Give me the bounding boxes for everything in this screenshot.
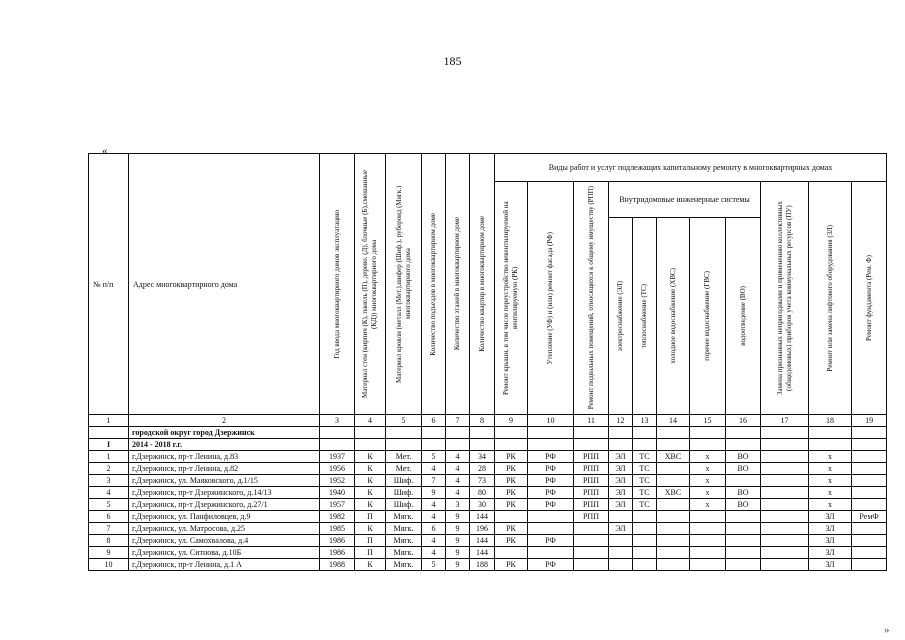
row-floors: 9 bbox=[446, 559, 470, 571]
row-year: 1952 bbox=[320, 475, 355, 487]
row-roof: Шиф. bbox=[386, 499, 422, 511]
row-entrances: 4 bbox=[422, 511, 446, 523]
row-electric: ЭЛ bbox=[609, 451, 633, 463]
row-number: 9 bbox=[89, 547, 129, 559]
row-meters bbox=[761, 475, 809, 487]
row-hot-water: х bbox=[690, 487, 726, 499]
column-number: 12 bbox=[609, 415, 633, 427]
column-number: 15 bbox=[690, 415, 726, 427]
row-floors: 4 bbox=[446, 487, 470, 499]
col-header-no: № п/п bbox=[89, 154, 129, 415]
row-address: г.Дзержинск, ул. Матросова, д.25 bbox=[129, 523, 320, 535]
row-entrances: 4 bbox=[422, 463, 446, 475]
table-row bbox=[89, 475, 887, 487]
row-heating bbox=[633, 547, 657, 559]
row-heating bbox=[633, 535, 657, 547]
period-number: I bbox=[89, 439, 129, 451]
row-cold-water bbox=[657, 535, 690, 547]
col-header-electric: электроснабжение (ЭЛ) bbox=[609, 218, 633, 415]
open-quote-mark: « bbox=[102, 145, 108, 157]
row-roof: Шиф. bbox=[386, 487, 422, 499]
row-foundation bbox=[852, 499, 887, 511]
row-foundation: РемФ bbox=[852, 511, 887, 523]
row-basement bbox=[574, 535, 609, 547]
row-foundation bbox=[852, 547, 887, 559]
row-hot-water: х bbox=[690, 475, 726, 487]
row-hot-water: х bbox=[690, 451, 726, 463]
col-header-roof-repair: Ремонт крыши, в том числе переустройство невентилируемой на вентилируемую (РК) bbox=[495, 182, 528, 415]
row-apartments: 188 bbox=[470, 559, 495, 571]
col-header-cold-water: холодное водоснабжение (ХВС) bbox=[657, 218, 690, 415]
column-number: 4 bbox=[355, 415, 386, 427]
col-header-heating: теплоснабжение (ТС) bbox=[633, 218, 657, 415]
row-drainage: ВО bbox=[726, 451, 761, 463]
row-roof-repair: РК bbox=[495, 559, 528, 571]
row-cold-water: ХВС bbox=[657, 451, 690, 463]
row-roof-repair bbox=[495, 547, 528, 559]
row-drainage: ВО bbox=[726, 499, 761, 511]
row-meters bbox=[761, 487, 809, 499]
row-roof: Мет. bbox=[386, 463, 422, 475]
row-hot-water bbox=[690, 523, 726, 535]
row-facade: РФ bbox=[528, 559, 574, 571]
col-header-walls: Материал стен (кирпич (К), панель (П), дерево. (Д), блочные (Б),смешанные (КД)) многоквартирного дома bbox=[355, 154, 386, 415]
row-facade bbox=[528, 547, 574, 559]
row-number: 10 bbox=[89, 559, 129, 571]
row-number: 5 bbox=[89, 499, 129, 511]
row-cold-water bbox=[657, 523, 690, 535]
row-year: 1940 bbox=[320, 487, 355, 499]
column-number: 9 bbox=[495, 415, 528, 427]
row-cold-water bbox=[657, 475, 690, 487]
row-lift: ЗЛ bbox=[809, 523, 852, 535]
col-header-drainage: водоотведение (ВО) bbox=[726, 218, 761, 415]
close-quote-mark: » bbox=[884, 624, 890, 636]
row-apartments: 196 bbox=[470, 523, 495, 535]
col-header-year: Год ввода многоквартирного домов эксплуатацию bbox=[320, 154, 355, 415]
row-basement bbox=[574, 523, 609, 535]
column-number: 13 bbox=[633, 415, 657, 427]
row-address: г.Дзержинск, пр-т Ленина, д.83 bbox=[129, 451, 320, 463]
row-facade: РФ bbox=[528, 499, 574, 511]
row-lift: х bbox=[809, 451, 852, 463]
row-apartments: 30 bbox=[470, 499, 495, 511]
row-walls: К bbox=[355, 499, 386, 511]
housing-repair-table bbox=[88, 153, 887, 571]
page-number: 185 bbox=[443, 54, 462, 68]
column-number: 19 bbox=[852, 415, 887, 427]
column-number: 2 bbox=[129, 415, 320, 427]
row-year: 1985 bbox=[320, 523, 355, 535]
row-drainage: ВО bbox=[726, 487, 761, 499]
row-drainage: ВО bbox=[726, 463, 761, 475]
row-walls: К bbox=[355, 559, 386, 571]
row-apartments: 144 bbox=[470, 535, 495, 547]
row-address: г.Дзержинск, ул. Панфиловцев, д.9 bbox=[129, 511, 320, 523]
row-lift: х bbox=[809, 487, 852, 499]
row-entrances: 6 bbox=[422, 523, 446, 535]
row-floors: 9 bbox=[446, 523, 470, 535]
row-walls: П bbox=[355, 535, 386, 547]
row-meters bbox=[761, 463, 809, 475]
row-facade bbox=[528, 511, 574, 523]
row-apartments: 144 bbox=[470, 547, 495, 559]
row-roof: Мягк. bbox=[386, 559, 422, 571]
section-title: городской округ город Дзержинск bbox=[129, 427, 320, 439]
row-apartments: 80 bbox=[470, 487, 495, 499]
row-facade: РФ bbox=[528, 487, 574, 499]
row-drainage bbox=[726, 559, 761, 571]
column-number: 5 bbox=[386, 415, 422, 427]
col-header-roof: Материал кровли (металл (Мет.),шифер (Шиф.), рубероид (Мягк.) многоквартирного дома bbox=[386, 154, 422, 415]
row-hot-water: х bbox=[690, 499, 726, 511]
row-walls: К bbox=[355, 475, 386, 487]
row-electric bbox=[609, 535, 633, 547]
row-drainage bbox=[726, 523, 761, 535]
col-header-hot-water: горячее водоснабжение (ГВС) bbox=[690, 218, 726, 415]
row-heating: ТС bbox=[633, 451, 657, 463]
row-heating: ТС bbox=[633, 475, 657, 487]
row-hot-water bbox=[690, 559, 726, 571]
row-number: 2 bbox=[89, 463, 129, 475]
column-number: 14 bbox=[657, 415, 690, 427]
row-number: 3 bbox=[89, 475, 129, 487]
row-number: 1 bbox=[89, 451, 129, 463]
row-meters bbox=[761, 511, 809, 523]
row-meters bbox=[761, 451, 809, 463]
row-cold-water: ХВС bbox=[657, 487, 690, 499]
row-year: 1988 bbox=[320, 559, 355, 571]
column-number: 10 bbox=[528, 415, 574, 427]
row-heating bbox=[633, 523, 657, 535]
col-header-basement: Ремонт подвальных помещений, относящихся к общему имуществу (РПП) bbox=[574, 182, 609, 415]
row-electric bbox=[609, 559, 633, 571]
row-hot-water bbox=[690, 547, 726, 559]
row-facade: РФ bbox=[528, 535, 574, 547]
row-facade bbox=[528, 523, 574, 535]
row-lift: ЗЛ bbox=[809, 547, 852, 559]
row-drainage bbox=[726, 511, 761, 523]
column-number: 17 bbox=[761, 415, 809, 427]
row-year: 1986 bbox=[320, 535, 355, 547]
table-row bbox=[89, 559, 887, 571]
table-row bbox=[89, 487, 887, 499]
row-entrances: 9 bbox=[422, 487, 446, 499]
column-number: 11 bbox=[574, 415, 609, 427]
table-row bbox=[89, 451, 887, 463]
column-number: 1 bbox=[89, 415, 129, 427]
row-address: г.Дзержинск, ул. Ситнова, д.10Б bbox=[129, 547, 320, 559]
row-heating: ТС bbox=[633, 463, 657, 475]
row-entrances: 5 bbox=[422, 559, 446, 571]
row-roof-repair: РК bbox=[495, 463, 528, 475]
row-roof-repair: РК bbox=[495, 499, 528, 511]
row-walls: П bbox=[355, 511, 386, 523]
row-floors: 4 bbox=[446, 475, 470, 487]
section-row bbox=[89, 427, 887, 439]
row-foundation bbox=[852, 475, 887, 487]
col-header-address: Адрес многоквартирного дома bbox=[129, 154, 320, 415]
row-year: 1982 bbox=[320, 511, 355, 523]
row-heating bbox=[633, 559, 657, 571]
row-meters bbox=[761, 523, 809, 535]
row-electric bbox=[609, 547, 633, 559]
row-year: 1957 bbox=[320, 499, 355, 511]
row-lift: х bbox=[809, 463, 852, 475]
col-header-foundation: Ремонт фундамента (Рем. Ф) bbox=[852, 182, 887, 415]
row-roof-repair: РК bbox=[495, 475, 528, 487]
column-number: 3 bbox=[320, 415, 355, 427]
row-entrances: 4 bbox=[422, 547, 446, 559]
row-electric: ЭЛ bbox=[609, 487, 633, 499]
col-header-facade: Утепление (УФ) и (или) ремонт фасада (РФ) bbox=[528, 182, 574, 415]
period-label: 2014 - 2018 г.г. bbox=[129, 439, 320, 451]
row-roof-repair: РК bbox=[495, 487, 528, 499]
row-foundation bbox=[852, 463, 887, 475]
row-electric bbox=[609, 511, 633, 523]
row-walls: К bbox=[355, 451, 386, 463]
row-meters bbox=[761, 559, 809, 571]
row-basement: РПП bbox=[574, 463, 609, 475]
row-electric: ЭЛ bbox=[609, 499, 633, 511]
row-basement: РПП bbox=[574, 487, 609, 499]
column-number-row bbox=[89, 415, 887, 427]
row-electric: ЭЛ bbox=[609, 463, 633, 475]
row-hot-water: х bbox=[690, 463, 726, 475]
row-facade: РФ bbox=[528, 463, 574, 475]
row-hot-water bbox=[690, 511, 726, 523]
row-address: г.Дзержинск, ул. Маяковского, д.1/15 bbox=[129, 475, 320, 487]
row-foundation bbox=[852, 535, 887, 547]
row-entrances: 4 bbox=[422, 535, 446, 547]
row-facade: РФ bbox=[528, 451, 574, 463]
table-row bbox=[89, 499, 887, 511]
row-floors: 3 bbox=[446, 499, 470, 511]
row-address: г.Дзержинск, пр-т Дзержинского, д.27/1 bbox=[129, 499, 320, 511]
works-group-header: Виды работ и услуг подлежащих капитальному ремонту в многоквартирных домах bbox=[495, 154, 887, 182]
row-foundation bbox=[852, 559, 887, 571]
table-row bbox=[89, 511, 887, 523]
row-lift: ЗЛ bbox=[809, 535, 852, 547]
col-header-apartments: Количество квартир в многоквартирном доме bbox=[470, 154, 495, 415]
row-walls: П bbox=[355, 547, 386, 559]
row-roof-repair bbox=[495, 511, 528, 523]
column-number: 7 bbox=[446, 415, 470, 427]
period-row bbox=[89, 439, 887, 451]
row-address: г.Дзержинск, ул. Самохвалова, д.4 bbox=[129, 535, 320, 547]
row-meters bbox=[761, 535, 809, 547]
col-header-lift: Ремонт или замена лифтового оборудования (ЗЛ) bbox=[809, 182, 852, 415]
col-header-floors: Количество этажей в многоквартирном доме bbox=[446, 154, 470, 415]
col-header-entrances: Количество подъездов в многоквартирном доме bbox=[422, 154, 446, 415]
row-foundation bbox=[852, 487, 887, 499]
row-cold-water bbox=[657, 547, 690, 559]
row-hot-water bbox=[690, 535, 726, 547]
table-row bbox=[89, 463, 887, 475]
row-entrances: 5 bbox=[422, 451, 446, 463]
row-address: г.Дзержинск, пр-т Ленина, д.82 bbox=[129, 463, 320, 475]
row-meters bbox=[761, 499, 809, 511]
row-walls: К bbox=[355, 523, 386, 535]
row-floors: 9 bbox=[446, 511, 470, 523]
row-address: г.Дзержинск, пр-т Ленина, д.1 А bbox=[129, 559, 320, 571]
row-address: г.Дзержинск, пр-т Дзержинского, д.14/13 bbox=[129, 487, 320, 499]
row-apartments: 28 bbox=[470, 463, 495, 475]
row-cold-water bbox=[657, 463, 690, 475]
row-basement: РПП bbox=[574, 451, 609, 463]
row-roof-repair: РК bbox=[495, 451, 528, 463]
row-heating: ТС bbox=[633, 499, 657, 511]
row-basement bbox=[574, 559, 609, 571]
row-roof-repair: РК bbox=[495, 535, 528, 547]
row-lift: ЗЛ bbox=[809, 559, 852, 571]
table-row bbox=[89, 535, 887, 547]
row-heating: ТС bbox=[633, 487, 657, 499]
row-walls: К bbox=[355, 487, 386, 499]
table-row bbox=[89, 547, 887, 559]
row-roof: Мягк. bbox=[386, 535, 422, 547]
row-cold-water bbox=[657, 511, 690, 523]
column-number: 16 bbox=[726, 415, 761, 427]
row-foundation bbox=[852, 523, 887, 535]
row-basement bbox=[574, 547, 609, 559]
row-cold-water bbox=[657, 499, 690, 511]
row-number: 7 bbox=[89, 523, 129, 535]
row-year: 1956 bbox=[320, 463, 355, 475]
row-heating bbox=[633, 511, 657, 523]
row-electric: ЭЛ bbox=[609, 523, 633, 535]
row-cold-water bbox=[657, 559, 690, 571]
row-roof: Шиф. bbox=[386, 475, 422, 487]
row-apartments: 73 bbox=[470, 475, 495, 487]
row-basement: РПП bbox=[574, 499, 609, 511]
row-year: 1986 bbox=[320, 547, 355, 559]
row-drainage bbox=[726, 475, 761, 487]
col-header-meters: Замена признанных непригодными и применению коллективных (общедомовых) приборов учета коммунальных ресурсов (ПУ) bbox=[761, 182, 809, 415]
row-lift: ЗЛ bbox=[809, 511, 852, 523]
table-row bbox=[89, 523, 887, 535]
row-lift: х bbox=[809, 499, 852, 511]
row-number: 4 bbox=[89, 487, 129, 499]
row-drainage bbox=[726, 547, 761, 559]
row-basement: РПП bbox=[574, 475, 609, 487]
row-walls: К bbox=[355, 463, 386, 475]
row-drainage bbox=[726, 535, 761, 547]
row-apartments: 34 bbox=[470, 451, 495, 463]
row-number: 6 bbox=[89, 511, 129, 523]
row-roof-repair: РК bbox=[495, 523, 528, 535]
row-roof: Мет. bbox=[386, 451, 422, 463]
row-lift: х bbox=[809, 475, 852, 487]
row-number: 8 bbox=[89, 535, 129, 547]
row-apartments: 144 bbox=[470, 511, 495, 523]
column-number: 18 bbox=[809, 415, 852, 427]
row-roof: Мягк. bbox=[386, 547, 422, 559]
row-floors: 4 bbox=[446, 451, 470, 463]
column-number: 6 bbox=[422, 415, 446, 427]
row-foundation bbox=[852, 451, 887, 463]
systems-group-header: Внутридомовые инженерные системы bbox=[609, 182, 761, 218]
column-number: 8 bbox=[470, 415, 495, 427]
row-meters bbox=[761, 547, 809, 559]
row-roof: Мягк. bbox=[386, 523, 422, 535]
row-floors: 9 bbox=[446, 547, 470, 559]
row-electric: ЭЛ bbox=[609, 475, 633, 487]
row-facade: РФ bbox=[528, 475, 574, 487]
row-basement: РПП bbox=[574, 511, 609, 523]
row-entrances: 7 bbox=[422, 475, 446, 487]
row-floors: 4 bbox=[446, 463, 470, 475]
row-entrances: 4 bbox=[422, 499, 446, 511]
row-year: 1937 bbox=[320, 451, 355, 463]
row-roof: Мягк. bbox=[386, 511, 422, 523]
row-floors: 9 bbox=[446, 535, 470, 547]
